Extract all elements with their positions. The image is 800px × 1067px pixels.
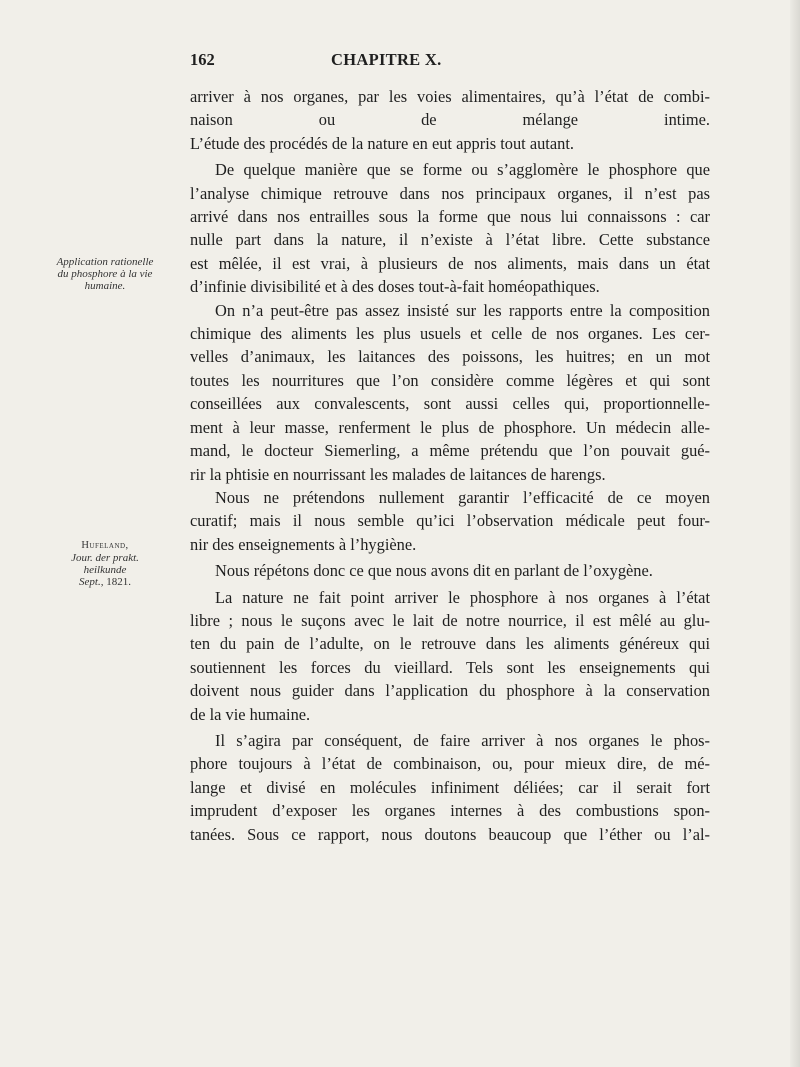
text-line: d’infinie divisibilité et à des doses tout-à-fait homéopathiques. <box>190 277 600 297</box>
text-line: toutes les nourritures que l’on considère comme légères et qui sont <box>190 370 710 390</box>
text-line: La nature ne fait point arriver le phosphore à nos organes à l’état <box>215 587 710 607</box>
citation-line: heilkunde <box>83 564 127 576</box>
margin-note-line: du phosphore à la vie <box>57 268 153 280</box>
page-number: 162 <box>190 50 215 69</box>
text-line: L’étude des procédés de la nature en eut appris tout autant. <box>190 133 574 153</box>
paragraph <box>190 158 710 298</box>
chapter-title: CHAPITRE X. <box>331 50 442 69</box>
text-line: Nous répétons donc ce que nous avons dit en parlant de l’oxygène. <box>215 561 653 581</box>
text-line: lange et divisé en molécules infiniment déliées; car il serait fort <box>190 777 710 797</box>
text-line: l’analyse chimique retrouve dans nos principaux organes, il n’est pas <box>190 183 710 203</box>
text-line: arrivé dans nos entrailles sous la forme que nous lui connaissons : car <box>190 207 710 227</box>
margin-note-line: humaine. <box>84 280 126 292</box>
text-line: On n’a peut-être pas assez insisté sur les rapports entre la composition <box>215 300 710 320</box>
text-line: naison ou de mélange intime. <box>190 110 710 130</box>
text-line: velles d’animaux, les laitances des poissons, les huitres; en un mot <box>190 347 710 367</box>
text-line: chimique des aliments les plus usuels et celle de nos organes. Les cer- <box>190 324 710 344</box>
margin-note-citation <box>30 540 180 588</box>
text-line: tanées. Sous ce rapport, nous doutons beaucoup que l’éther ou l’al- <box>190 824 710 844</box>
citation-author: Hufeland, <box>81 540 129 551</box>
text-line: soutiennent les forces du vieillard. Tels sont les enseignements qui <box>190 657 710 677</box>
text-line: curatif; mais il nous semble qu’ici l’observation médicale peut four- <box>190 511 710 531</box>
text-line: de la vie humaine. <box>190 704 311 724</box>
page-edge-shadow <box>790 0 800 1067</box>
margin-note-line: Application rationelle <box>56 256 154 268</box>
paragraph-gap <box>190 846 710 849</box>
paragraph <box>190 559 710 582</box>
text-line: mand, le docteur Siemerling, a même prétendu que l’on pouvait gué- <box>190 441 710 461</box>
text-line: nir des enseignements à l’hygiène. <box>190 534 417 554</box>
text-line: phore toujours à l’état de combinaison, ou, pour mieux dire, de mé- <box>190 754 710 774</box>
text-line: arriver à nos organes, par les voies alimentaires, qu’à l’état de combi- <box>190 87 710 106</box>
paragraph <box>190 299 710 486</box>
citation-year: 1821. <box>103 576 131 588</box>
text-line: Il s’agira par conséquent, de faire arriver à nos organes le phos- <box>215 730 710 750</box>
paragraph <box>190 586 710 726</box>
text-line: est mêlée, il est vrai, à plusieurs de nos aliments, mais dans un état <box>190 253 710 273</box>
text-line: De quelque manière que se forme ou s’agglomère le phosphore que <box>215 160 710 180</box>
text-line: rir la phtisie en nourrissant les malades de laitances de harengs. <box>190 464 606 484</box>
text-line: doivent nous guider dans l’application du phosphore à la conservation <box>190 681 710 701</box>
citation-date-prefix: Sept., <box>79 576 104 588</box>
paragraph <box>190 85 710 155</box>
text-line: nulle part dans la nature, il n’existe à l’état libre. Cette substance <box>190 230 710 250</box>
citation-line: Jour. der prakt. <box>71 552 139 564</box>
text-line: imprudent d’exposer les organes internes à des combustions spon- <box>190 801 710 821</box>
paragraph <box>190 486 710 556</box>
body-text <box>190 85 710 849</box>
text-line: Nous ne prétendons nullement garantir l’efficacité de ce moyen <box>215 487 710 507</box>
text-line: ten du pain de l’adulte, on le retrouve dans les aliments généreux qui <box>190 634 710 654</box>
paragraph <box>190 729 710 846</box>
text-line: libre ; nous le suçons avec le lait de notre nourrice, il est mêlé au glu- <box>190 610 710 630</box>
text-line: ment à leur masse, renferment le plus de phosphore. Un médecin alle- <box>190 417 710 437</box>
text-line: conseillées aux convalescents, sont aussi celles qui, proportionnelle- <box>190 394 710 414</box>
margin-note-application <box>30 256 180 292</box>
running-header <box>190 50 710 74</box>
